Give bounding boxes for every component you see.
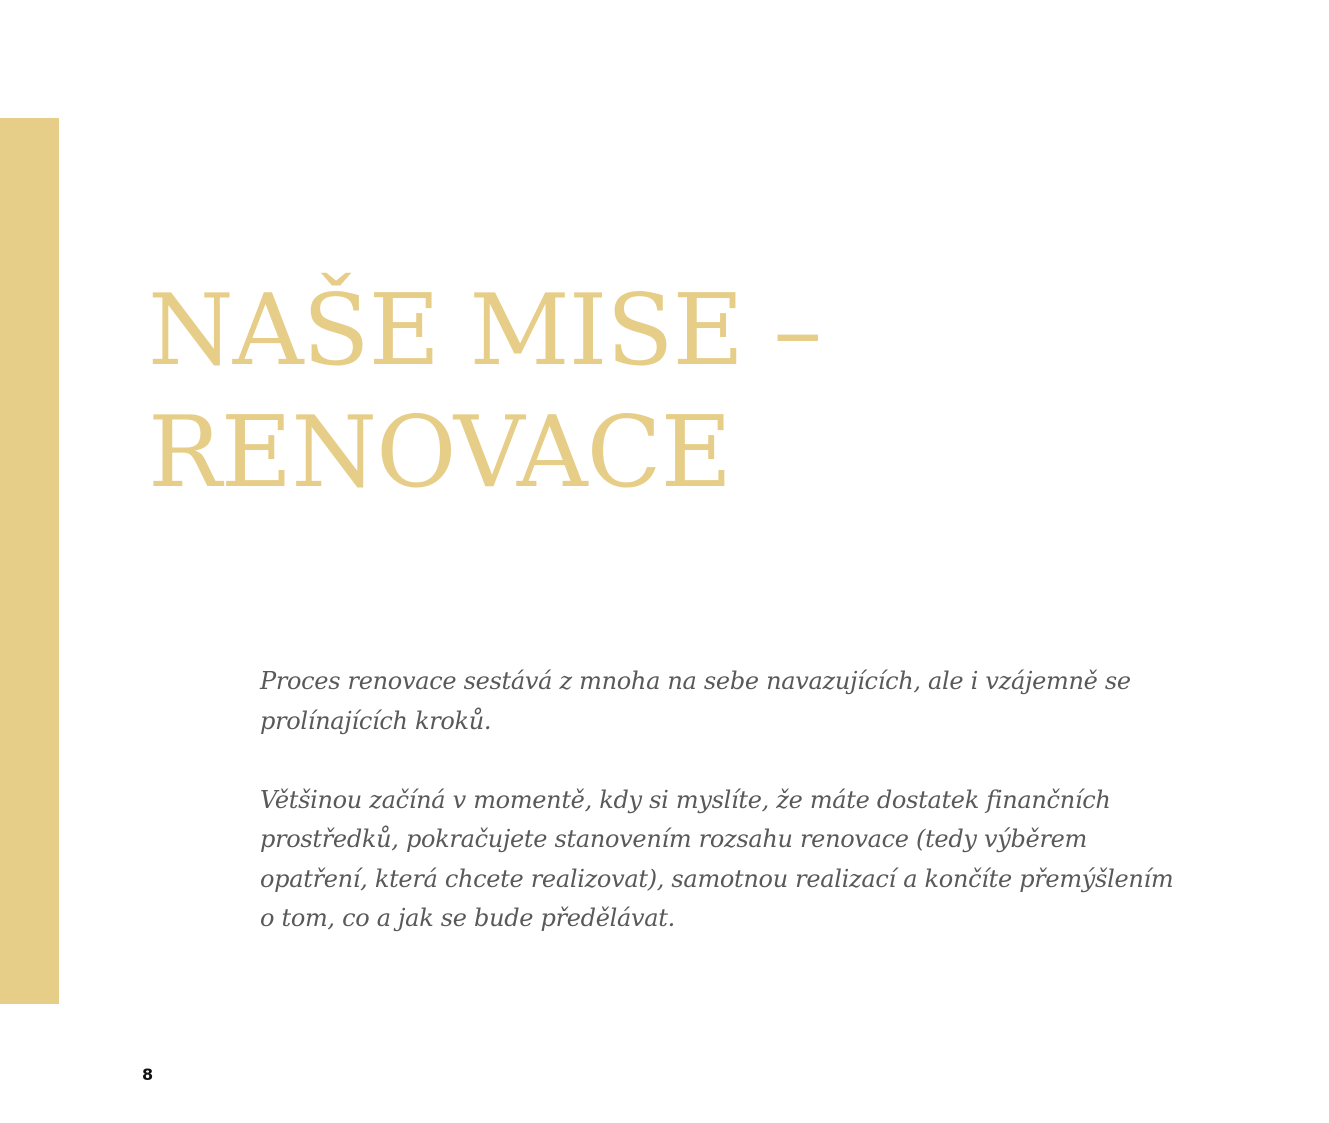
page-title bbox=[148, 270, 821, 514]
paragraph-1: Proces renovace sestává z mnoha na sebe navazujících, ale i vzájemně se prolínajících kroků. bbox=[260, 667, 1131, 735]
page-number: 8 bbox=[142, 1065, 154, 1084]
accent-side-bar bbox=[0, 118, 59, 1004]
paragraph-2: Většinou začíná v momentě, kdy si myslíte, že máte dostatek finančních prostředků, pokračujete stanovením rozsahu renovace (tedy výběrem opatření, která chcete realizovat), samotnou realizací a končíte přemýšlením o tom, co a jak se bude předělávat. bbox=[260, 785, 1174, 932]
title-line-1: NAŠE MISE – bbox=[148, 274, 822, 388]
title-line-2: RENOVACE bbox=[148, 396, 732, 510]
body-text bbox=[260, 662, 1180, 978]
